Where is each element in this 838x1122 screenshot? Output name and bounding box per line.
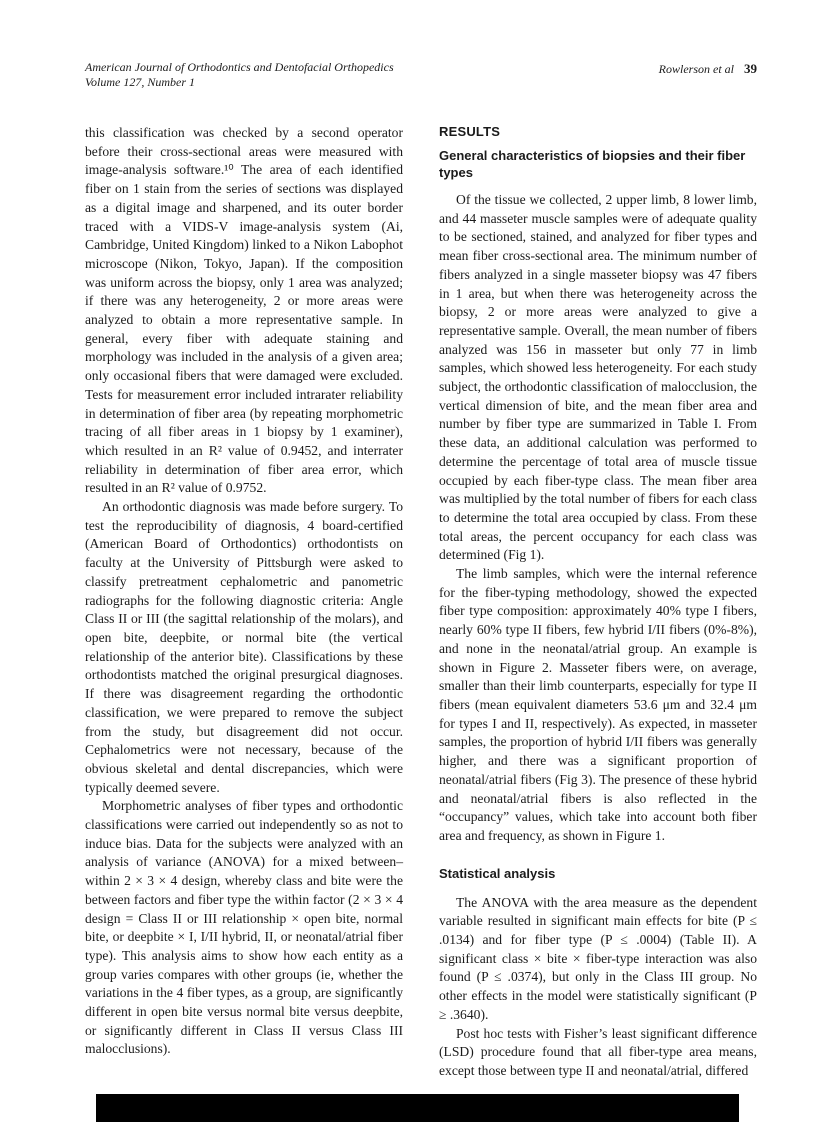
methods-paragraph-continuation: this classification was checked by a second operator before their cross-sectional areas were measured with image-analysis software.¹⁰ The area of each identified fiber on 1 stain from the series of sections was displayed as a digital image and sharpened, and its outer border traced with a VIDS-V image-analysis system (Ai, Cambridge, United Kingdom) linked to a Nikon Labophot microscope (Nikon, Tokyo, Japan). If the composition was uniform across the biopsy, only 1 area was analyzed; if there was any heterogeneity, 2 or more areas were analyzed to obtain a more representative sample. In general, every fiber with adequate staining and morphology was included in the analysis of a given area; only occasional fibers that were damaged were excluded. Tests for measurement error included intrarater reliability in determination of fiber area (by repeating morphometric tracing of all fiber areas in 1 biopsy by 1 examiner), which resulted in an R² value of 0.9452, and interrater reliability in determination of fiber area error, which resulted in an R² value of 0.9752. [85,125,403,496]
statistical-analysis-subheading: Statistical analysis [439,865,556,881]
two-column-body [85,124,757,1081]
tissue-collection-paragraph: Of the tissue we collected, 2 upper limb, 8 lower limb, and 44 masseter muscle samples were of adequate quality to be sectioned, stained, and analyzed for fiber types and mean fiber cross-sectional area. The minimum number of fibers analyzed in a single masseter biopsy was 47 fibers in 1 area, but when there was heterogeneity across the biopsy, 2 or more areas were analyzed to give a representative sample. Overall, the mean number of fibers analyzed was 156 in masseter but only 77 in limb samples, which showed less heterogeneity. For each study subject, the orthodontic classification of malocclusion, the vertical dimension of bite, and the mean fiber area and number by fiber type are summarized in Table I. From these data, an additional calculation was performed to determine the percentage of total area of muscle tissue occupied by each fiber-type class. The mean fiber area was multiplied by the total number of fibers for each class to determine the total area occupied by class. From these total areas, the percent occupancy for each class was determined (Fig 1). [439,192,757,563]
journal-identification [85,60,394,90]
general-characteristics-subheading: General characteristics of biopsies and their fiber types [439,148,746,180]
results-heading: RESULTS [439,124,501,139]
running-authors: Rowlerson et al [658,62,734,76]
journal-page [85,60,757,1081]
diagnosis-paragraph: An orthodontic diagnosis was made before surgery. To test the reproducibility of diagnosis, 4 board-certified (American Board of Orthodontics) orthodontists on faculty at the University of Pittsburgh were asked to classify pretreatment cephalometric and panometric radiographs for the following diagnostic criteria: Angle Class II or III (the sagittal relationship of the molars), and open bite, deepbite, or normal bite (the vertical relationship of the anterior bite). Classifications by these orthodontists matched the original presurgical diagnoses. If there was disagreement regarding the orthodontic classification, we were prepared to remove the subject from the study, but disagreement did not occur. Cephalometrics were not necessary, because of the obvious skeletal and dental discrepancies, which were typically deemed severe. [85,499,403,795]
scan-artifact-bar [96,1094,739,1122]
journal-volume-line: Volume 127, Number 1 [85,75,195,89]
anova-results-paragraph: The ANOVA with the area measure as the dependent variable resulted in significant main effects for bite (P ≤ .0134) and for fiber type (P ≤ .0004) (Table II). A significant class × bite × fiber-type interaction was also found (P ≤ .0374), but only in the Class III group. No other effects in the model were statistically significant (P ≥ .3640). [439,894,757,1022]
limb-samples-paragraph: The limb samples, which were the internal reference for the fiber-typing methodology, showed the expected fiber type composition: approximately 40% type I fibers, nearly 60% type II fibers, few hybrid I/II fibers (0%-8%), and none in the neonatal/atrial group. An example is shown in Figure 2. Masseter fibers were, on average, smaller than their limb counterparts, especially for type II fibers (mean equivalent diameters 53.6 μm and 32.4 μm for types I and II, respectively). As expected, in masseter samples, the proportion of hybrid I/II fibers was generally higher, and there was a significant proportion of neonatal/atrial fibers (Fig 3). The presence of these hybrid and neonatal/atrial fibers is also reflected in the “occupancy” values, which take into account both fiber area and frequency, as shown in Figure 1. [439,566,757,843]
post-hoc-paragraph: Post hoc tests with Fisher’s least significant difference (LSD) procedure found that all fiber-type area means, except those between type II and neonatal/atrial, differed [439,1025,757,1078]
page-header [85,60,757,90]
journal-title: American Journal of Orthodontics and Dentofacial Orthopedics [85,60,394,74]
left-column [85,124,403,1081]
page-number: 39 [744,61,757,76]
morphometric-analysis-paragraph: Morphometric analyses of fiber types and orthodontic classifications were carried out independently so as not to induce bias. Data for the subjects were analyzed with an analysis of variance (ANOVA) for a mixed between–within 2 × 3 × 4 design, whereby class and bite were the between factors and fiber type the within factor (2 × 3 × 4 design = Class II or III relationship × open bite, normal bite, or deepbite × I, I/II hybrid, II, or neonatal/atrial fiber type). This analysis aims to show how each entity as a group varies compares with other groups (ie, whether the variations in the 4 fiber types, as a group, are significantly different in open bite versus normal bite versus deepbite, or significantly different in Class II versus Class III malocclusions). [85,798,403,1057]
running-head [659,60,757,77]
right-column [439,124,757,1081]
